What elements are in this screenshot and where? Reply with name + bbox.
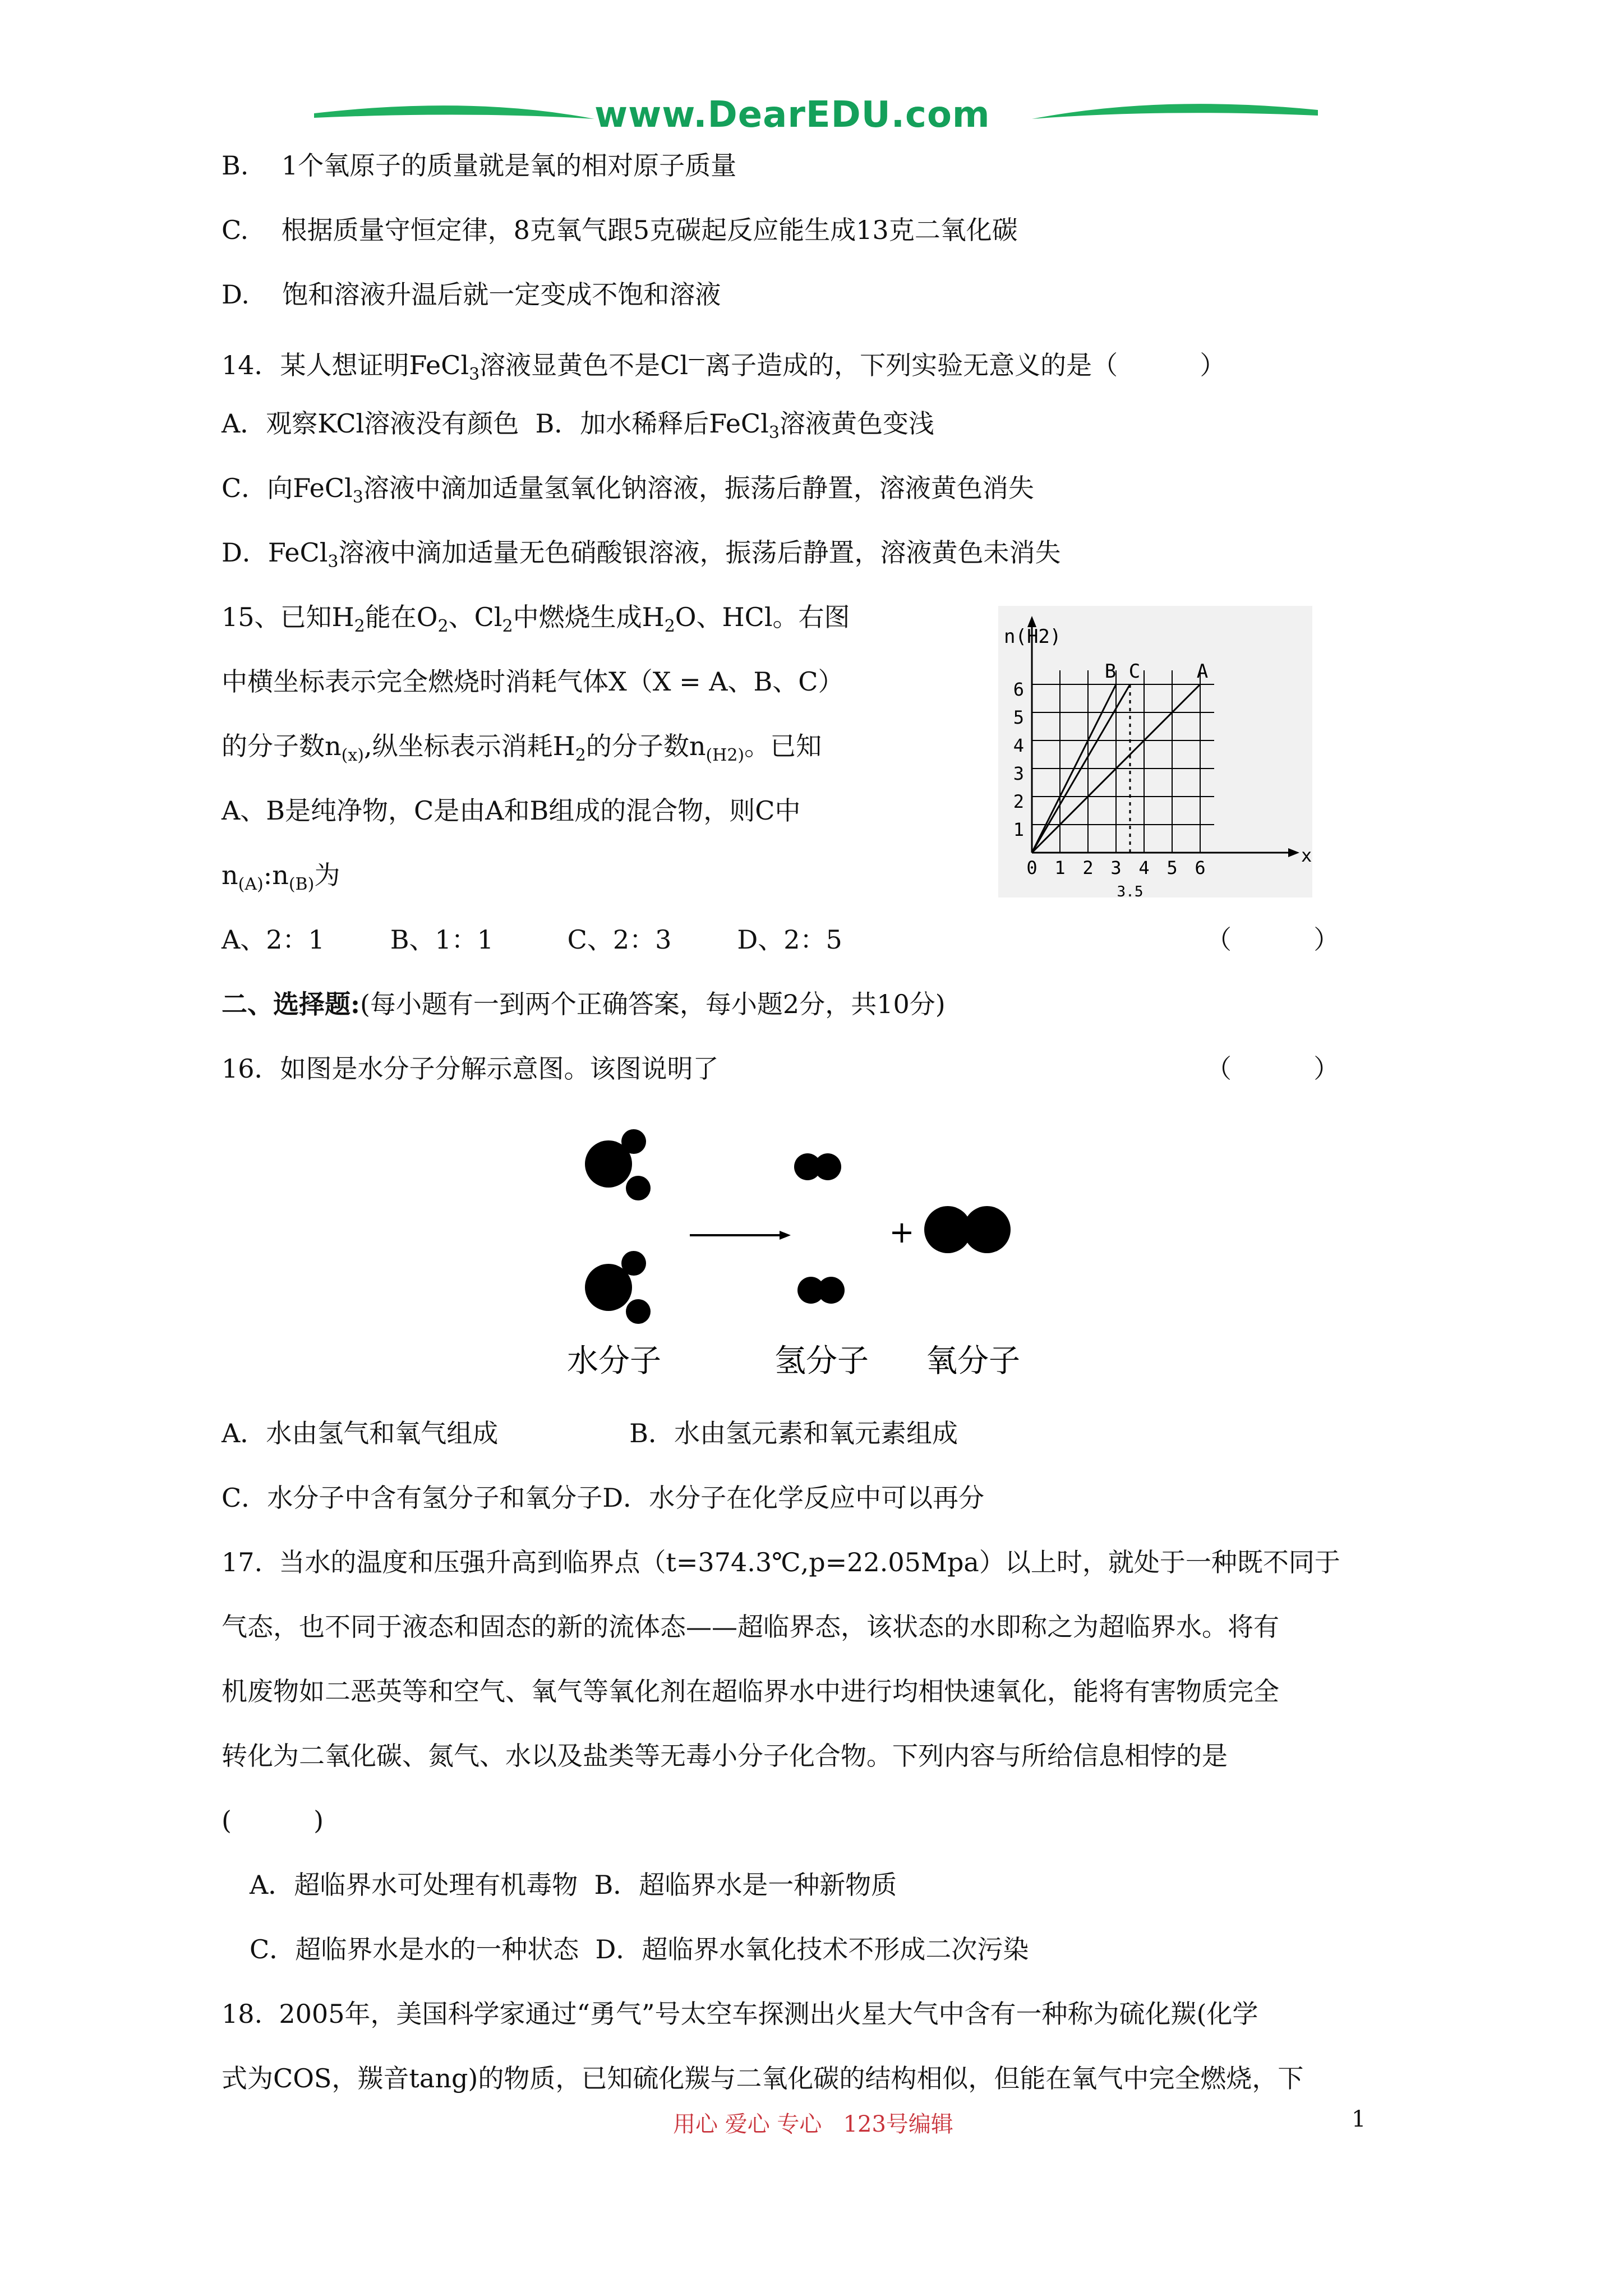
reaction-arrow [690,1231,791,1240]
hydrogen-molecule-1 [794,1153,841,1180]
question-15-line4: A、B是纯净物，C是由A和B组成的混合物，则C中 [222,795,801,826]
question-17-line5: ( ) [222,1805,324,1835]
header-swoosh-left [314,105,594,119]
question-14-options-ab: A．观察KCl溶液没有颜色 B．加水稀释后FeCl$_3$溶液黄色变浅 [222,408,934,443]
question-14-option-c: C．向FeCl$_3$溶液中滴加适量氢氧化钠溶液，振荡后静置，溶液黄色消失 [222,473,1034,507]
oxygen-molecule [924,1206,1011,1253]
question-16: 16．如图是水分子分解示意图。该图说明了 [222,1053,719,1084]
option-line: D. 饱和溶液升温后就一定变成不饱和溶液 [222,279,721,310]
x-tick-label: 3 [1110,857,1122,878]
x-tick-label: 0 [1026,857,1038,878]
header-swoosh-right [1032,104,1318,119]
section-2-heading: 二、选择题:(每小题有一到两个正确答案，每小题2分，共10分) [222,989,946,1019]
series-label-C: C [1128,660,1141,683]
series-label-B: B [1104,660,1117,683]
water-molecule-2 [585,1251,651,1324]
question-15-line1: 15、已知$H_2$能在$O_2$、$Cl_2$中燃烧生成$H_2O$、HCl。右图 [222,602,850,636]
x-tick-label: 6 [1195,857,1206,878]
x-tick-label: 1 [1054,857,1066,878]
y-tick-label: 4 [1013,735,1024,756]
y-tick-label: 3 [1013,763,1024,784]
footer-text: 用心 爱心 专心 123号编辑 [673,2111,953,2137]
y-tick-label: 2 [1013,791,1024,812]
option-line: C. 根据质量守恒定律，8克氧气跟5克碳起反应能生成13克二氧化碳 [222,215,1018,245]
question-17-line2: 气态，也不同于液态和固态的新的流体态——超临界态，该状态的水即称之为超临界水。将有 [222,1612,1279,1642]
question-17-line1: 17. 当水的温度和压强升高到临界点（t=374.3℃,p=22.05Mpa）以上时，就处于一种既不同于 [222,1547,1340,1577]
x-axis-label: x [1301,845,1312,866]
question-15-line3: 的分子数$n_{(x)}$,纵坐标表示消耗$H_2$的分子数$n_{(H2)}$。已知 [222,731,822,765]
question-14: 14．某人想证明FeCl$_3$溶液显黄色不是Cl—离子造成的，下列实验无意义的是（ ） [222,349,1226,384]
y-tick-label: 6 [1013,679,1024,700]
page-number: 1 [1352,2106,1366,2132]
water-molecule-1 [585,1129,651,1200]
option-line: B. 1个氧原子的质量就是氧的相对原子质量 [222,150,737,181]
question-17-line3: 机废物如二恶英等和空气、氧气等氧化剂在超临界水中进行均相快速氧化，能将有害物质完全 [222,1676,1279,1706]
question-16-options-cd: C．水分子中含有氢分子和氧分子D．水分子在化学反应中可以再分 [222,1483,985,1513]
question-17-options-ab: A．超临界水可处理有机毒物 B．超临界水是一种新物质 [250,1870,897,1900]
x-tick-label: 4 [1138,857,1150,878]
label-oxygen-molecule: 氧分子 [926,1343,1020,1379]
answer-paren: （ ） [1206,1053,1340,1084]
question-15-line2: 中横坐标表示完全燃烧时消耗气体X（X = A、B、C） [222,666,844,697]
q15-chart [998,606,1312,898]
plus-sign: + [889,1214,915,1250]
label-water-molecule: 水分子 [567,1343,661,1379]
question-16-options-ab: A．水由氢气和氧气组成 B．水由氢元素和氧元素组成 [222,1418,958,1448]
y-tick-label: 5 [1013,707,1024,728]
question-17-line4: 转化为二氧化碳、氮气、水以及盐类等无毒小分子化合物。下列内容与所给信息相悖的是 [222,1741,1228,1771]
site-logo-text: www.DearEDU.com [594,94,990,136]
x-tick-label: 5 [1166,857,1178,878]
x-extra-label: 3.5 [1117,884,1144,898]
series-label-A: A [1196,660,1209,683]
question-14-option-d: D．FeCl$_3$溶液中滴加适量无色硝酸银溶液，振荡后静置，溶液黄色未消失 [222,537,1061,572]
y-tick-label: 1 [1013,819,1024,840]
chart-background [998,606,1312,898]
hydrogen-molecule-2 [797,1277,845,1304]
water-decomposition-figure [555,1116,1082,1386]
question-17-options-cd: C．超临界水是水的一种状态 D．超临界水氧化技术不形成二次污染 [250,1934,1029,1964]
label-hydrogen-molecule: 氢分子 [774,1343,869,1379]
y-axis-label: n(H2) [1004,625,1062,648]
answer-paren: （ ） [1206,924,1340,955]
question-15-options: A、2：1 B、1：1 C、2：3 D、2：5 [222,924,842,955]
x-tick-label: 2 [1082,857,1094,878]
question-18-line2: 式为COS，羰音tang)的物质，已知硫化羰与二氧化碳的结构相似，但能在氧气中完全燃烧，下 [222,2063,1304,2093]
question-15-line5: $n_{(A)}:n_{(B)}$为 [222,860,340,894]
question-18-line1: 18. 2005年，美国科学家通过“勇气”号太空车探测出火星大气中含有一种称为硫化羰(化学 [222,1999,1258,2029]
